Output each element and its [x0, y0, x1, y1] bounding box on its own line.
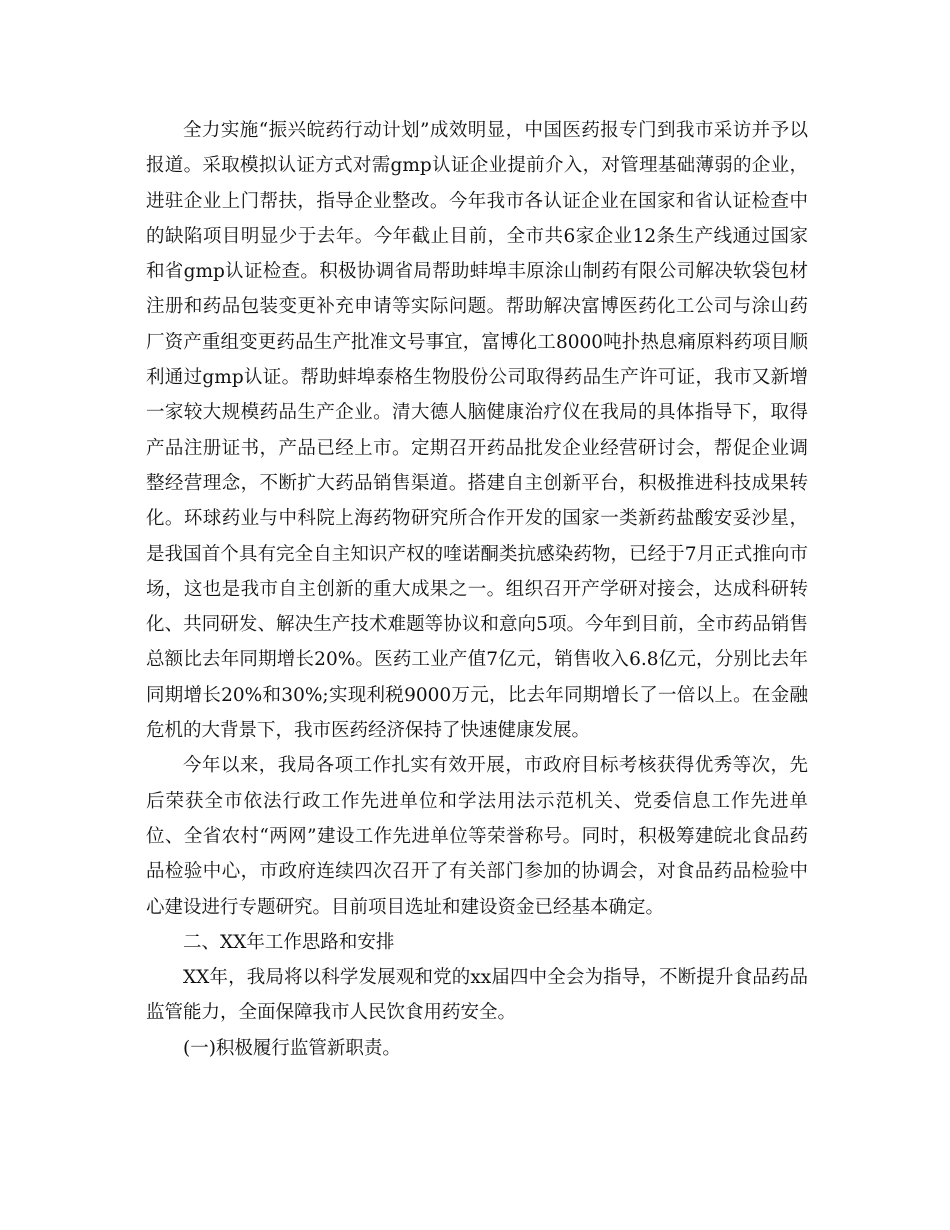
section-heading-work-plan: 二、XX年工作思路和安排	[183, 931, 395, 953]
subsection-heading-duties: (一)积极履行监管新职责。	[183, 1037, 401, 1059]
paragraph-pharma-achievements: 全力实施“振兴皖药行动计划”成效明显，中国医药报专门到我市采访并予以报道。采取模拟认证方式对需gmp认证企业提前介入，对管理基础薄弱的企业，进驻企业上门帮扶，指导企业整改。今年我市各认证企业在国家和省认证检查中的缺陷项目明显少于去年。今年截止目前，全市共6家企业12条生产线通过国家和省gmp认证检查。积极协调省局帮助蚌埠丰原涂山制药有限公司解决软袋包材注册和药品包装变更补充申请等实际问题。帮助解决富博医药化工公司与涂山药厂资产重组变更药品生产批准文号事宜，富博化工8000吨扑热息痛原料药项目顺利通过gmp认证。帮助蚌埠泰格生物股份公司取得药品生产许可证，我市又新增一家较大规模药品生产企业。清大德人脑健康治疗仪在我局的具体指导下，取得产品注册证书，产品已经上市。定期召开药品批发企业经营研讨会，帮促企业调整经营理念，不断扩大药品销售渠道。搭建自主创新平台，积极推进科技成果转化。环球药业与中科院上海药物研究所合作开发的国家一类新药盐酸安妥沙星，是我国首个具有完全自主知识产权的喹诺酮类抗感染药物，已经于7月正式推向市场，这也是我市自主创新的重大成果之一。组织召开产学研对接会，达成科研转化、共同研发、解决生产技术难题等协议和意向5项。今年到目前，全市药品销售总额比去年同期增长20%。医药工业产值7亿元，销售收入6.8亿元，分别比去年同期增长20%和30%;实现利税9000万元，比去年同期增长了一倍以上。在金融危机的大背景下，我市医药经济保持了快速健康发展。	[146, 120, 808, 742]
document-body	[146, 113, 808, 1066]
paragraph-work-progress: 今年以来，我局各项工作扎实有效开展，市政府目标考核获得优秀等次，先后荣获全市依法行政工作先进单位和学法用法示范机关、党委信息工作先进单位、全省农村“两网”建设工作先进单位等荣誉称号。同时，积极筹建皖北食品药品检验中心，市政府连续四次召开了有关部门参加的协调会，对食品药品检验中心建设进行专题研究。目前项目选址和建设资金已经基本确定。	[146, 755, 808, 918]
paragraph-work-plan-intro: XX年，我局将以科学发展观和党的xx届四中全会为指导，不断提升食品药品监管能力，全面保障我市人民饮食用药安全。	[146, 967, 808, 1024]
